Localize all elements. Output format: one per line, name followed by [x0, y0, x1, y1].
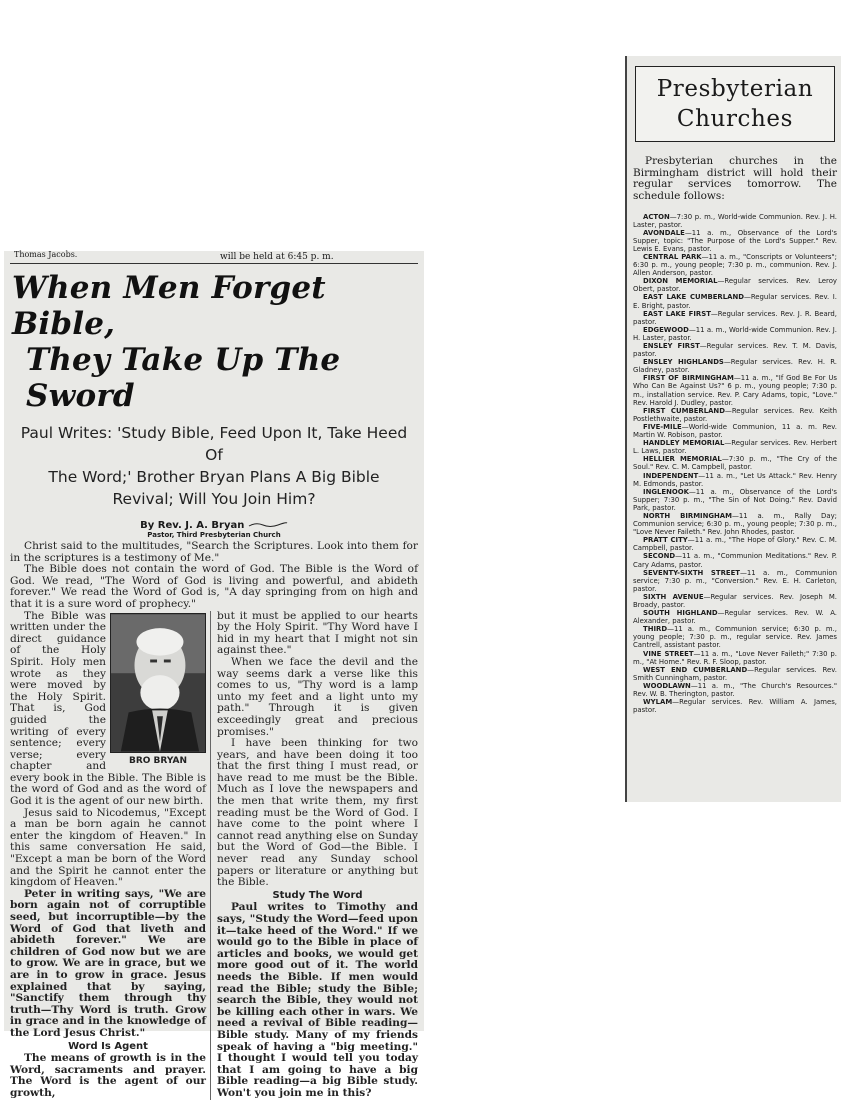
church-entry [633, 310, 837, 326]
church-entry [633, 512, 837, 536]
article-headline [10, 270, 418, 414]
article-paragraph: When we face the devil and the way seems dark a verse like this comes to us, "Thy word is a lamp unto my feet and a light unto my path." Through it is given exceedingly great and precious promises." [217, 655, 418, 738]
church-entry [633, 536, 837, 552]
church-listing-clipping [625, 56, 841, 802]
church-name: SECOND [643, 552, 676, 561]
byline-author: By Rev. J. A. Bryan [140, 520, 245, 531]
article-column-right [217, 611, 418, 1100]
church-name: FIRST CUMBERLAND [643, 406, 725, 415]
church-entry [633, 342, 837, 358]
intro-text [10, 541, 418, 611]
church-schedule: —Regular services. Rev. Keith Postlethwaite, pastor. [633, 406, 838, 423]
church-name: PRATT CITY [643, 536, 688, 545]
church-schedule: —Regular services. Rev. Smith Cunningham, pastor. [633, 665, 837, 682]
church-name: INDEPENDENT [643, 471, 699, 480]
deck-line-2: The Word;' Brother Bryan Plans A Big Bible [48, 468, 380, 486]
church-name: WYLAM [643, 698, 673, 707]
photo-caption: BRO BRYAN [128, 755, 188, 766]
church-schedule: —11 a. m., Communion service; 6:30 p. m., young people; 7:30 p. m., regular service. Rev. James Cantrell, assistant pastor. [633, 625, 837, 650]
church-entry [633, 682, 837, 698]
church-schedule: —11 a. m., "Let Us Attack." Rev. Henry M. Edmonds, pastor. [633, 471, 837, 488]
article-column-left [10, 611, 211, 1100]
church-schedule: —7:30 p. m., World-wide Communion. Rev. J. H. Laster, pastor. [633, 212, 837, 229]
church-name: ENSLEY HIGHLANDS [643, 358, 724, 367]
church-name: FIRST OF BIRMINGHAM [643, 374, 734, 383]
church-schedule: —Regular services. Rev. T. M. Davis, pastor. [633, 342, 838, 359]
flourish-ornament [248, 522, 288, 528]
church-schedule: —11 a. m., Rally Day; Communion service; 6:30 p. m., young people; 7:30 p. m., "Love Never Faileth." Rev. John Rhodes, pastor. [633, 511, 837, 537]
church-schedule: —11 a. m., "The Hope of Glory." Rev. C. M. Campbell, pastor. [633, 536, 837, 553]
church-entry [633, 650, 837, 666]
church-name: VINE STREET [643, 649, 694, 658]
deck-line-1: Paul Writes: 'Study Bible, Feed Upon It, Take Heed Of [20, 424, 408, 464]
church-name: CENTRAL PARK [643, 252, 702, 261]
church-entry [633, 326, 837, 342]
article-deck [10, 422, 418, 510]
church-name: THIRD [643, 625, 668, 634]
intro-paragraph: The Bible does not contain the word of God. The Bible is the Word of God. We read, "The Word of God is living and powerful, and abideth forever." We read the Word of God is, "A day springing from on high and that it is a sure word of prophecy." [10, 563, 418, 610]
church-entry [633, 609, 837, 625]
church-entry [633, 374, 837, 406]
church-entries [633, 213, 837, 715]
church-schedule: —11 a. m., "Love Never Faileth;" 7:30 p. m., "At Home." Rev. R. F. Sloop, pastor. [633, 649, 837, 666]
top-edge [633, 56, 837, 64]
church-schedule: —World-wide Communion, 11 a. m. Rev. Martin W. Robison, pastor. [633, 422, 837, 440]
church-schedule: —11 a. m., World-wide Communion. Rev. J. H. Laster, pastor. [633, 325, 837, 342]
church-entry [633, 407, 837, 423]
church-schedule: —Regular services. Rev. Herbert L. Laws, pastor. [633, 439, 837, 456]
church-entry [633, 472, 837, 488]
church-entry [633, 569, 837, 593]
church-name: SEVENTY-SIXTH STREET [643, 568, 740, 577]
church-name: HANDLEY MEMORIAL [643, 439, 725, 448]
church-name: EDGEWOOD [643, 325, 689, 334]
church-schedule: —Regular services. Rev. J. R. Beard, pastor. [633, 309, 837, 326]
church-schedule: —Regular services. Rev. William A. James, pastor. [633, 698, 837, 715]
church-name: EAST LAKE FIRST [643, 309, 711, 318]
article-paragraph: Jesus said to Nicodemus, "Except a man be born again he cannot enter the kingdom of Heaven." In this same conversation He said, "Except a man be born of the Word and the Spirit he cannot enter the kingdom of Heaven." [10, 806, 206, 889]
church-name: WEST END CUMBERLAND [643, 665, 748, 674]
church-entry [633, 455, 837, 471]
church-entry [633, 423, 837, 439]
article-paragraph: but it must be applied to our hearts by the Holy Spirit. "Thy Word have I hid in my heart that I might not sin against thee." [217, 609, 418, 657]
listing-title-box [635, 66, 835, 142]
church-name: SOUTH HIGHLAND [643, 609, 718, 618]
church-schedule: —11 a. m., Observance of the Lord's Supper, topic: "The Purpose of the Lord's Supper." Rev. Lewis E. Evans, pastor. [633, 228, 837, 253]
church-entry [633, 253, 837, 277]
church-entry [633, 552, 837, 568]
church-schedule: —11 a. m., Communion service; 7:30 p. m., "Conversion." Rev. E. H. Carleton, pastor. [633, 568, 837, 593]
church-name: ACTON [643, 212, 670, 221]
intro-paragraph: Christ said to the multitudes, "Search the Scriptures. Look into them for in the scriptures is a testimony of Me." [10, 540, 418, 564]
subhead-study-the-word: Study The Word [272, 889, 363, 901]
article-paragraph: I have been thinking for two years, and have been doing it too that the first thing I must read, or have read to me must be the Bible. Much as I love the newspapers and the men that write them, my first reading must be the Word of God. I have come to the point where I cannot read anything else on Sunday but the Word of God—the Bible. I never read any Sunday school papers or literature or anything but the Bible. [217, 737, 418, 889]
church-entry [633, 293, 837, 309]
church-entry [633, 358, 837, 374]
church-name: INGLENOOK [643, 487, 689, 496]
church-schedule: —Regular services. Rev. I. E. Bright, pastor. [633, 293, 837, 310]
listing-title-line-1: Presbyterian [656, 76, 814, 102]
listing-intro: Presbyterian churches in the Birmingham district will hold their regular services tomorrow. The schedule follows: [633, 155, 837, 202]
article-paragraph: The means of growth is in the Word, sacraments and prayer. The Word is the agent of our growth, [10, 1052, 206, 1099]
byline-title: Pastor, Third Presbyterian Church [147, 531, 281, 539]
church-name: ENSLEY FIRST [643, 342, 700, 350]
church-schedule: —Regular services. Rev. Joseph M. Broady, pastor. [633, 592, 837, 609]
top-strip [10, 251, 418, 264]
church-entry [633, 666, 837, 682]
church-name: NORTH BIRMINGHAM [643, 511, 732, 520]
church-schedule: —Regular services. Rev. Leroy Obert, pastor. [633, 277, 837, 294]
subhead-word-is-agent: Word Is Agent [68, 1040, 148, 1052]
top-strip-right-text: will be held at 6:45 p. m. [220, 252, 334, 262]
deck-line-3: Revival; Will You Join Him? [112, 490, 316, 508]
church-entry [633, 439, 837, 455]
church-name: WOODLAWN [643, 681, 691, 690]
church-schedule: —11 a. m., "The Church's Resources." Rev. W. B. Therington, pastor. [633, 681, 837, 699]
listing-title-line-2: Churches [676, 106, 794, 132]
church-entry [633, 698, 837, 714]
church-entry [633, 593, 837, 609]
church-name: AVONDALE [643, 228, 685, 237]
church-entry [633, 213, 837, 229]
church-schedule: —Regular services. Rev. W. A. Alexander, pastor. [633, 609, 837, 626]
article-paragraph: The Bible was written under the direct guidance of the Holy Spirit. Holy men wrote as they were moved by the Holy Spirit. That is, God guided the writing of every sentence; every verse; every chapter and every book in the Bible. The Bible is the word of God and as the word of God it is the agent of our new birth. [10, 609, 206, 808]
headline-line-2: They Take Up The Sword [26, 342, 341, 414]
portrait-figure [110, 613, 206, 768]
church-name: EAST LAKE CUMBERLAND [643, 293, 744, 302]
church-schedule: —Regular services. Rev. H. R. Gladney, pastor. [633, 358, 837, 375]
church-name: DIXON MEMORIAL [643, 277, 718, 286]
church-schedule: —11 a. m., Observance of the Lord's Supper; 7:30 p. m., "The Sin of Not Doing." Rev. David Park, pastor. [633, 487, 837, 512]
top-strip-left-text: Thomas Jacobs. [14, 250, 78, 259]
article-paragraph-bold: Paul writes to Timothy and says, "Study the Word—feed upon it—take heed of the Word." If we would go to the Bible in place of articles and books, we would get more good out of it. The world needs the Bible. If men would read the Bible; study the Bible; search the Bible, they would not be killing each other in wars. We need a revival of Bible reading—Bible study. Many of my friends speak of having a "big meeting." I thought I would tell you today that I am going to have a big Bible reading—a big Bible study. Won't you join me in this? [217, 901, 418, 1099]
article-paragraph-bold: Peter in writing says, "We are born again not of corruptible seed, but incorruptible—by the Word of God that liveth and abideth forever." We are children of God now but we are to grow. We are in grace, but we are in to grow in grace. Jesus explained that by saying, "Sanctify them through thy truth—Thy Word is truth. Grow in grace and in the knowledge of the Lord Jesus Christ." [10, 887, 206, 1039]
headline-line-1: When Men Forget Bible, [12, 270, 326, 342]
church-entry [633, 488, 837, 512]
church-entry [633, 625, 837, 649]
church-entry [633, 277, 837, 293]
church-entry [633, 229, 837, 253]
church-schedule: —11 a. m., "If God Be For Us Who Can Be Against Us?" 6 p. m., young people; 7:30 p. m., installation service. Rev. P. Cary Adams, topic, "Love." Rev. Harold J. Dudley, pastor. [633, 374, 837, 407]
church-schedule: —11 a. m., "Conscripts or Volunteers"; 6:30 p. m., young people; 7:30 p. m., communion. Rev. J. Allen Anderson, pastor. [633, 252, 837, 278]
church-name: SIXTH AVENUE [643, 592, 704, 601]
article-columns [10, 611, 418, 1100]
church-schedule: —11 a. m., "Communion Meditations." Rev. P. Cary Adams, pastor. [633, 552, 837, 569]
portrait-photo [110, 613, 206, 753]
church-name: FIVE-MILE [643, 422, 682, 431]
article-clipping [4, 250, 424, 1099]
church-name: HELLIER MEMORIAL [643, 455, 722, 464]
byline [10, 520, 418, 531]
church-schedule: —7:30 p. m., "The Cry of the Soul." Rev. C. M. Campbell, pastor. [633, 455, 837, 472]
